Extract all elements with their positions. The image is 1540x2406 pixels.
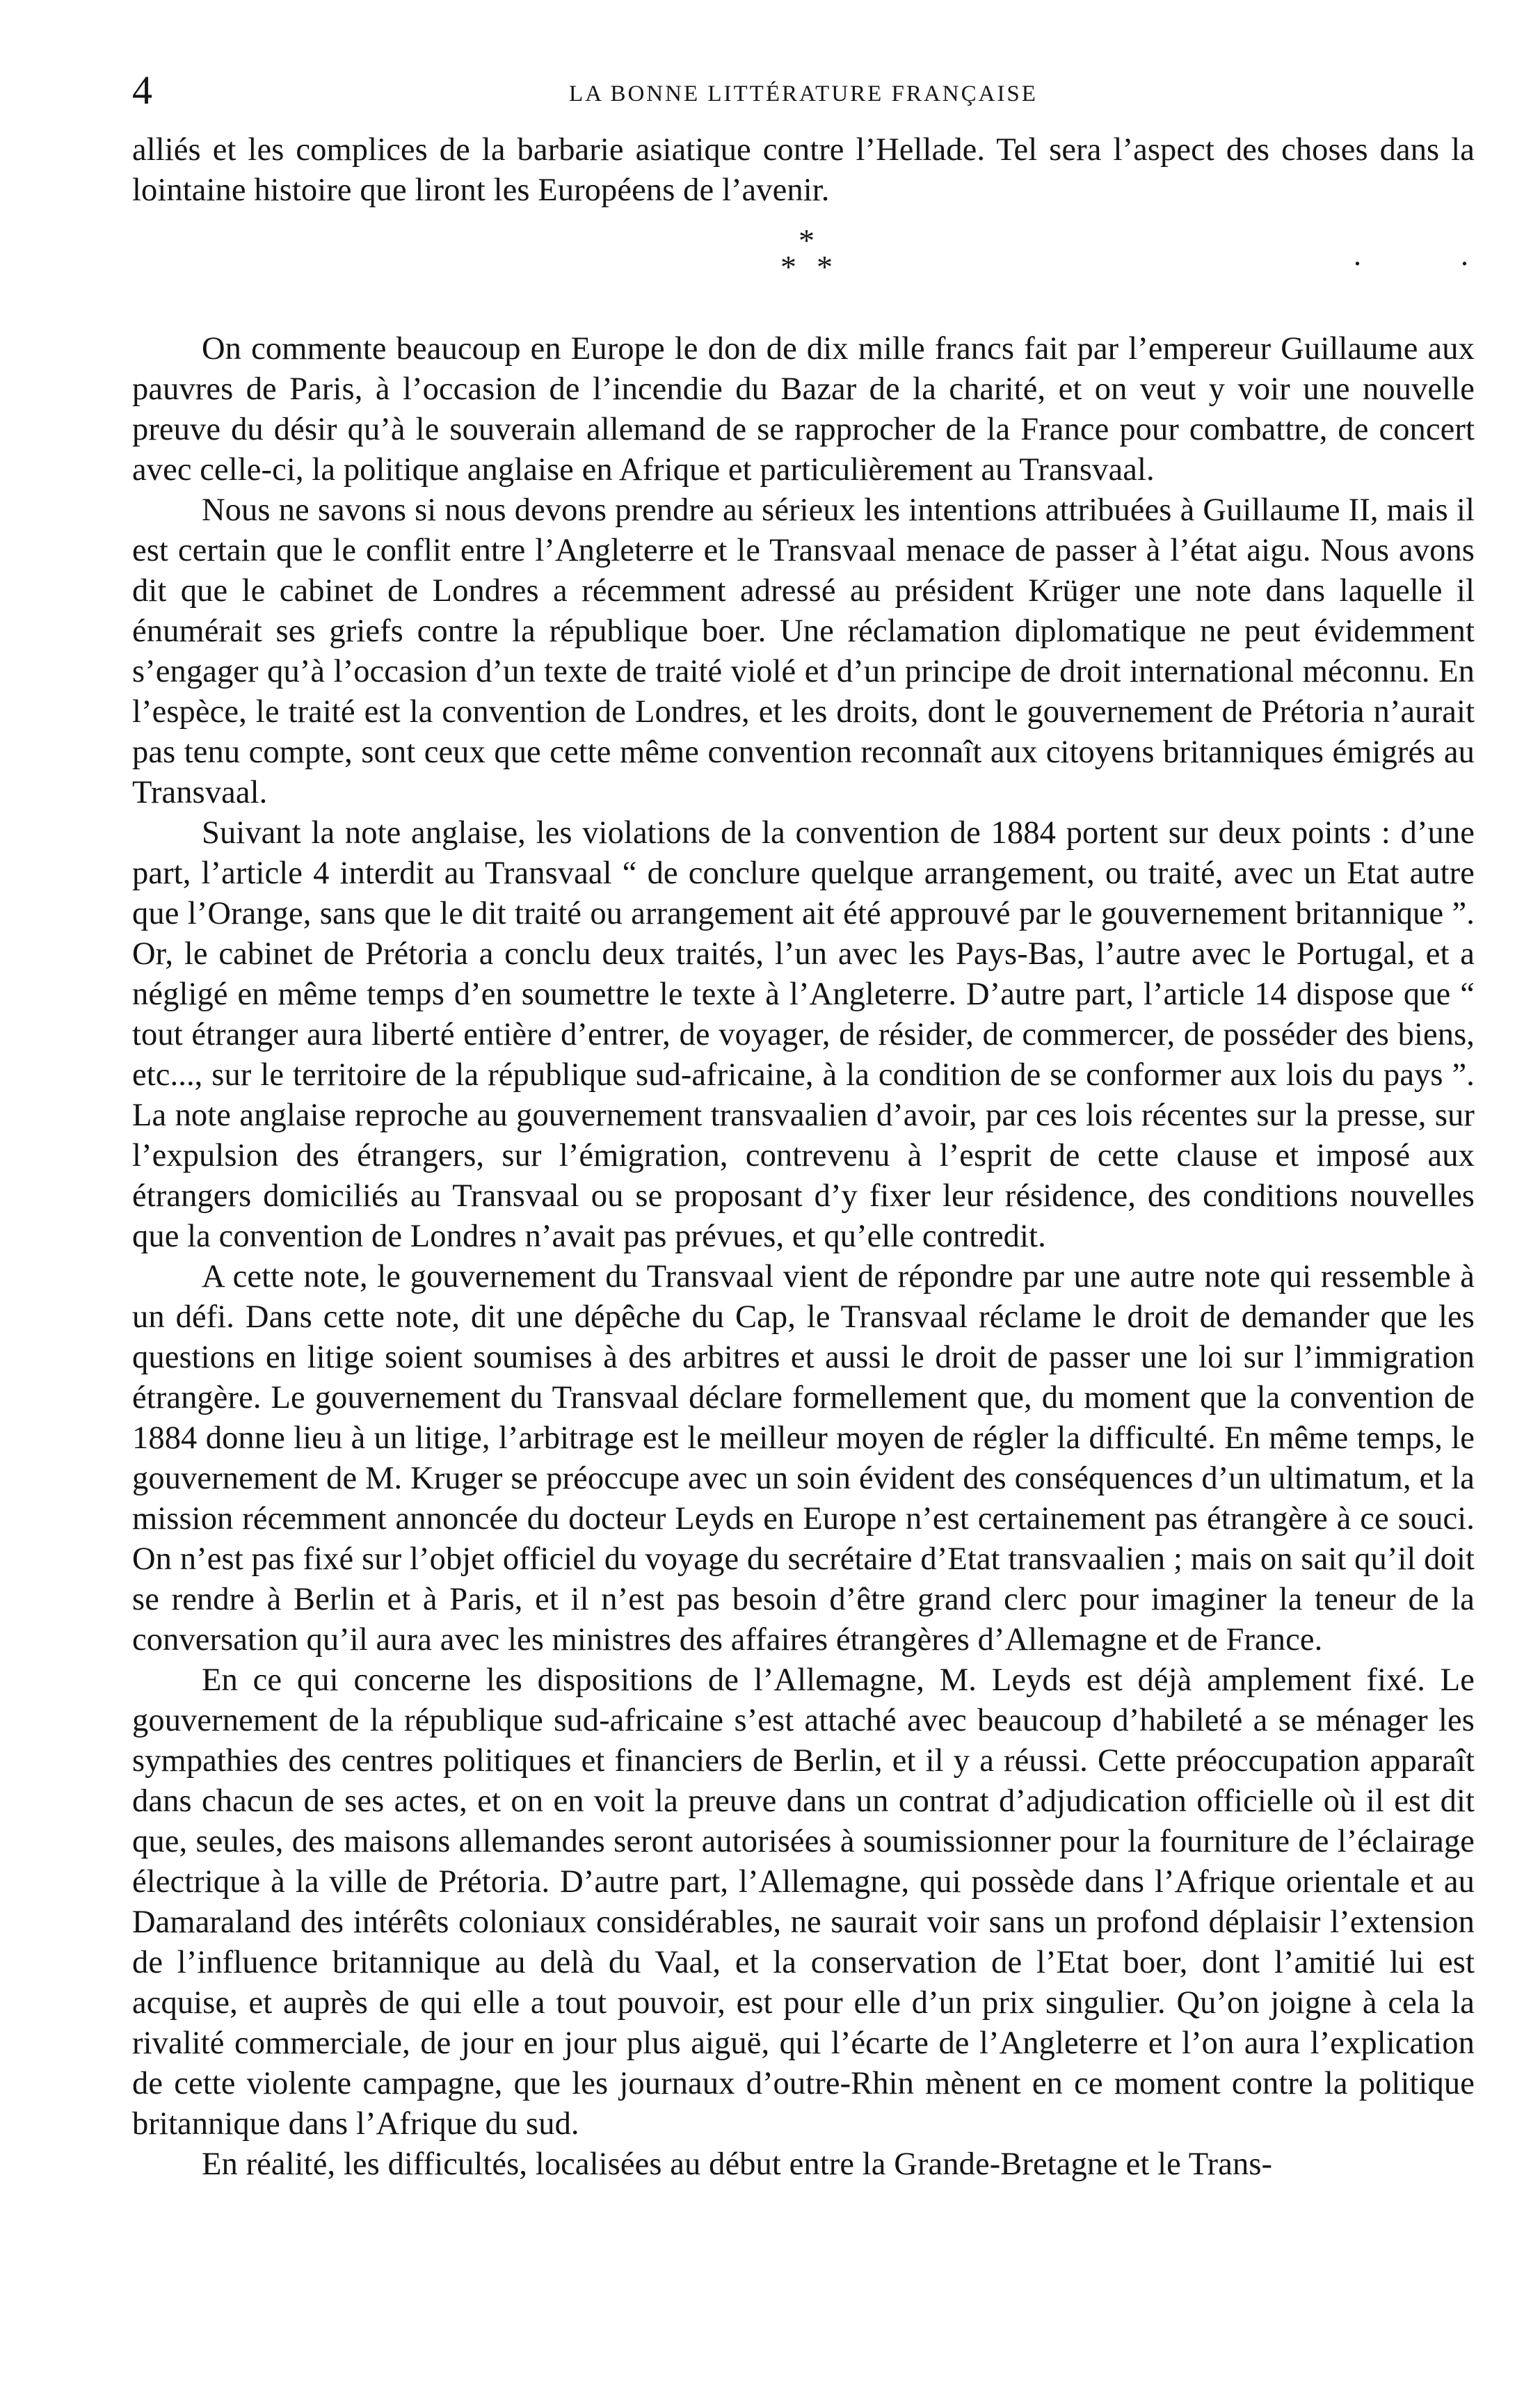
body-paragraph: On commente beaucoup en Europe le don de dix mille francs fait par l’empereur Guillaume aux pauvres de Paris, à l’occasion de l’incendie du Bazar de la charité, et on veut y voir une nouvelle preuve du désir qu’à le souverain allemand de se rapprocher de la France pour combattre, de concert avec celle-ci, la politique anglaise en Afrique et particulièrement au Transvaal. [132,331,1475,488]
asterism-separator [132,211,1475,329]
body-paragraph: En réalité, les difficultés, localisées au début entre la Grande-Bretagne et le Trans- [202,2147,1273,2182]
body-paragraph: A cette note, le gouvernement du Transvaal vient de répondre par une autre note qui ressemble à un défi. Dans cette note, dit une dépêche du Cap, le Transvaal réclame le droit de demander que les questions en litige soient soumises à des arbitres et aussi le droit de passer une loi sur l’immigration étrangère. Le gouvernement du Transvaal déclare formellement que, du moment que la convention de 1884 donne lieu à un litige, l’arbitrage est le meilleur moyen de régler la difficulté. En même temps, le gouvernement de M. Kruger se préoccupe avec un soin évident des conséquences d’un ultimatum, et la mission récemment annoncée du docteur Leyds en Europe n’est certainement pas étrangère à ce souci. On n’est pas fixé sur l’objet officiel du voyage du secrétaire d’Etat transvaalien ; mais on sait qu’il doit se rendre à Berlin et à Paris, et il n’est pas besoin d’être grand clerc pour imaginer la teneur de la conversation qu’il aura avec les ministres des affaires étrangères d’Allemagne et de France. [132,1259,1475,1658]
page-header [132,66,1475,115]
body-paragraph: Nous ne savons si nous devons prendre au sérieux les intentions attribuées à Guillaume II, mais il est certain que le conflit entre l’Angleterre et le Transvaal menace de passer à l’état aigu. Nous avons dit que le cabinet de Londres a récemment adressé au président Krüger une note dans laquelle il énumérait ses griefs contre la république boer. Une réclamation diplomatique ne peut évidemment s’engager qu’à l’occasion d’un texte de traité violé et d’un principe de droit international méconnu. En l’espèce, le traité est la convention de Londres, et les droits, dont le gouvernement de Prétoria n’aurait pas tenu compte, sont ceux que cette même convention reconnaît aux citoyens britanniques émigrés au Transvaal. [132,492,1475,810]
intro-paragraph: alliés et les complices de la barbarie asiatique contre l’Hellade. Tel sera l’aspect des choses dans la lointaine histoire que liront les Européens de l’avenir. [132,132,1475,208]
asterism-star: * [780,249,796,284]
running-title: LA BONNE LITTÉRATURE FRANÇAISE [569,81,1038,106]
stray-dot: . [1461,238,1468,272]
stray-dot: . [1354,238,1361,272]
asterism-star: * [817,249,833,284]
body-paragraph: Suivant la note anglaise, les violations de la convention de 1884 portent sur deux points : d’une part, l’article 4 interdit au Transvaal “ de conclure quelque arrangement, ou traité, avec un Etat autre que l’Orange, sans que le dit traité ou arrangement ait été approuvé par le gouvernement britannique ”. Or, le cabinet de Prétoria a conclu deux traités, l’un avec les Pays-Bas, l’autre avec le Portugal, et a négligé en même temps d’en soumettre le texte à l’Angleterre. D’autre part, l’article 14 dispose que “ tout étranger aura liberté entière d’entrer, de voyager, de résider, de commercer, de posséder des biens, etc..., sur le territoire de la république sud-africaine, à la condition de se conformer aux lois du pays ”. La note anglaise reproche au gouvernement transvaalien d’avoir, par ces lois récentes sur la presse, sur l’expulsion des étrangers, sur l’émigration, contrevenu à l’esprit de cette clause et imposé aux étrangers domiciliés au Transvaal ou se proposant d’y fixer leur résidence, des conditions nouvelles que la convention de Londres n’avait pas prévues, et qu’elle contredit. [132,815,1475,1254]
asterism-star: * [799,223,815,258]
document-page [132,66,1475,2185]
page-number: 4 [132,67,152,113]
body-paragraph: En ce qui concerne les dispositions de l’Allemagne, M. Leyds est déjà amplement fixé. Le gouvernement de la république sud-africaine s’est attaché avec beaucoup d’habileté a se ménager les sympathies des centres politiques et financiers de Berlin, et il y a réussi. Cette préoccupation apparaît dans chacun de ses actes, et on en voit la preuve dans un contrat d’adjudication officielle où il est dit que, seules, des maisons allemandes seront autorisées à soumissionner pour la fourniture de l’éclairage électrique à la ville de Prétoria. D’autre part, l’Allemagne, qui possède dans l’Afrique orientale et au Damaraland des intérêts coloniaux considérables, ne saurait voir sans un profond déplaisir l’extension de l’influence britannique au delà du Vaal, et la conservation de l’Etat boer, dont l’amitié lui est acquise, et auprès de qui elle a tout pouvoir, est pour elle d’un prix singulier. Qu’on joigne à cela la rivalité commerciale, de jour en jour plus aiguë, qui l’écarte de l’Angleterre et l’on aura l’explication de cette violente campagne, que les journaux d’outre-Rhin mènent en ce moment contre la politique britannique dans l’Afrique du sud. [132,1662,1475,2142]
